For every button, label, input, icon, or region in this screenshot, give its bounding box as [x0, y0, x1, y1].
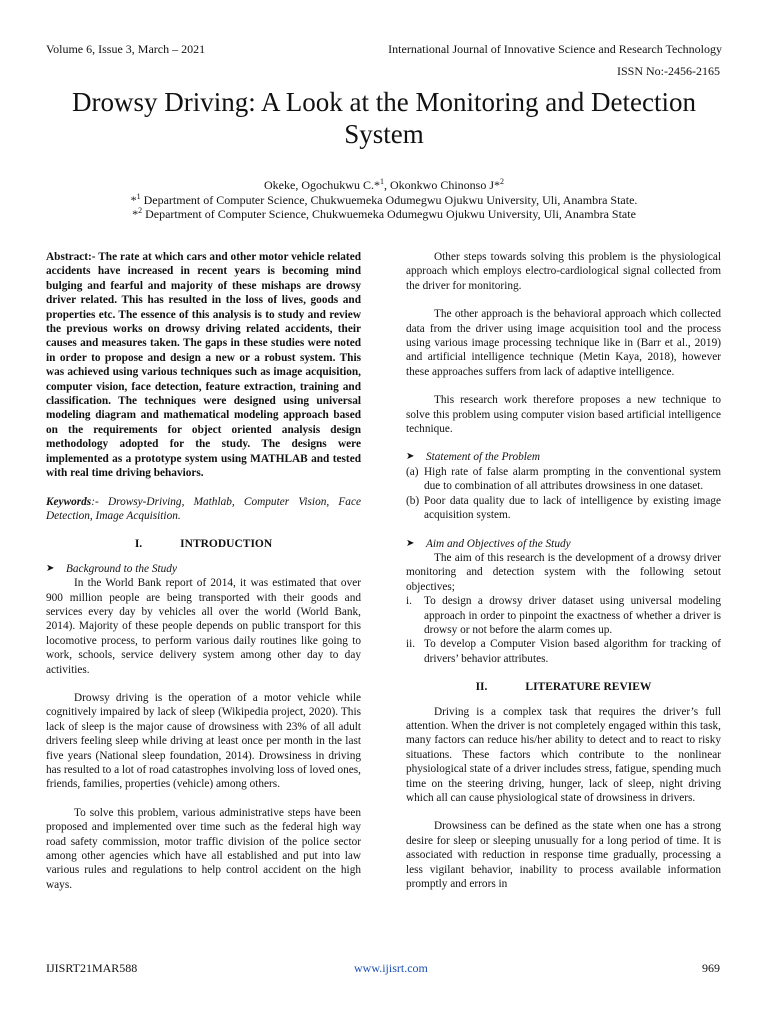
paper-title: Drowsy Driving: A Look at the Monitoring and Detection System: [72, 87, 696, 149]
list-item: ii. To develop a Computer Vision based algorithm for tracking of drivers’ behavior attributes.: [406, 638, 721, 665]
issn: ISSN No:-2456-2165: [616, 64, 720, 78]
affiliation-2: *$^2$ Department of Computer Science, Chukwuemeka Odumegwu Ojukwu University, Uli, Anambra State: [132, 206, 636, 221]
abstract: Abstract:- The rate at which cars and other motor vehicle related accidents have increased in recent years is becoming mind bulging and fearful and majority of these mishaps are drowsy driver related. This has resulted in the loss of lives, goods and properties etc. The essence of this analysis is to study and review the previous works on drowsy driving related accidents, their causes and measures taken. The gaps in these studies were noted in order to propose and design a new or a robust system. This was achieved using various techniques such as image acquisition, computer vision, face detection, feature extraction, training and classification. The techniques were designed using universal modeling diagram and mathematical modeling approach based on the requirements for object oriented analysis design methodology adopted for the study. The designs were implemented as a prototype system using MATHLAB and tested with real time driving behaviors.: [46, 251, 361, 480]
left-column: [46, 250, 361, 892]
page-number: 969: [702, 961, 720, 975]
section-heading-literature: II. LITERATURE REVIEW: [475, 681, 652, 694]
list-item: i. To design a drowsy driver dataset using universal modeling approach in order to pinpoint the exactness of whether a driver is drowsy or not before the alarm comes up.: [406, 595, 721, 636]
journal-url[interactable]: www.ijisrt.com: [354, 961, 428, 975]
author-names: Okeke, Ogochukwu C.*$^1$, Okonkwo Chinonso J*$^2$: [264, 177, 504, 192]
journal-name: International Journal of Innovative Science and Research Technology: [388, 42, 722, 56]
affiliation-1: *$^1$ Department of Computer Science, Chukwuemeka Odumegwu Ojukwu University, Uli, Anambra State.: [130, 191, 638, 207]
paragraph: The other approach is the behavioral approach which collected data from the driver using image acquisition tool and the process using various image processing technique like in (Barr et al., 2019) and artificial intelligence technique (Metin Kaya, 2018), however these approaches suffers from lack of adaptive intelligence.: [406, 308, 721, 378]
paragraph: Drowsiness can be defined as the state when one has a strong desire for sleep or sleeping unusually for a long period of time. It is associated with reduction in response time gradually, processing a less vigilant behavior, inability to process available information promptly and errors in: [406, 820, 721, 891]
paragraph: The aim of this research is the development of a drowsy driver monitoring and detection system with the following setout objectives;: [406, 551, 721, 593]
list-item: (b) Poor data quality due to lack of intelligence by existing image acquisition system.: [406, 494, 721, 522]
arrow-bullet-icon: ➤: [46, 562, 55, 574]
keywords: Keywords:- Drowsy-Driving, Mathlab, Computer Vision, Face Detection, Image Acquisition.: [46, 495, 361, 522]
volume-info: Volume 6, Issue 3, March – 2021: [46, 42, 206, 56]
subheading-problem: ➤ Statement of the Problem: [406, 451, 541, 464]
list-item: (a) High rate of false alarm prompting in the conventional system due to combination of all attributes drowsiness in one dataset.: [406, 465, 721, 493]
subheading-background: ➤ Background to the Study: [46, 562, 177, 575]
arrow-bullet-icon: ➤: [406, 451, 415, 463]
authors-block: [60, 178, 708, 222]
paragraph: To solve this problem, various administrative steps have been proposed and implemented over time such as the federal high way road safety commission, motor traffic division of the police sector among other agencies which have all established and put into law various rules and regulations to help control accident on the high ways.: [46, 806, 361, 891]
paragraph: Drowsy driving is the operation of a motor vehicle while cognitively impaired by lack of sleep (Wikipedia project, 2020). This lack of sleep is the major cause of drowsiness with 23% of all adult drivers feeling sleep while driving at least once per month in the last five years (National sleep foundation, 2014). Drowsiness in driving has resulted to a lot of road catastrophes involving loss of loved ones, friends, families, properties (vehicle) among others.: [46, 691, 361, 791]
paragraph: In the World Bank report of 2014, it was estimated that over 900 million people are being transported with their goods and services every day by vehicles all over the world (World Bank, 2014). Majority of these people depends on public transport for this locomotive process, to perform various daily routines like going to work, schools, service delivery system among other day to day activities.: [46, 577, 361, 676]
subheading-aim: ➤ Aim and Objectives of the Study: [406, 537, 571, 550]
paragraph: This research work therefore proposes a new technique to solve this problem using computer vision based artificial intelligence technique.: [406, 394, 721, 436]
paper-code: IJISRT21MAR588: [46, 961, 138, 975]
right-column: [406, 250, 721, 891]
paragraph: Other steps towards solving this problem is the physiological approach which employs electro-cardiological signal collected from the driver for monitoring.: [406, 251, 721, 292]
paragraph: Driving is a complex task that requires the driver’s full attention. When the driver is not completely engaged within this task, many factors can reduce his/her ability to detect and to react to risky situations. These factors which contribute to the nonlinear physiological state of a driver includes stress, fatigue, spending much time on the steering driving, hunger, lack of sleep, night driving which all can cause physiological state of drowsiness in drivers.: [406, 705, 721, 804]
arrow-bullet-icon: ➤: [406, 537, 415, 549]
section-heading-introduction: I. INTRODUCTION: [134, 538, 273, 551]
